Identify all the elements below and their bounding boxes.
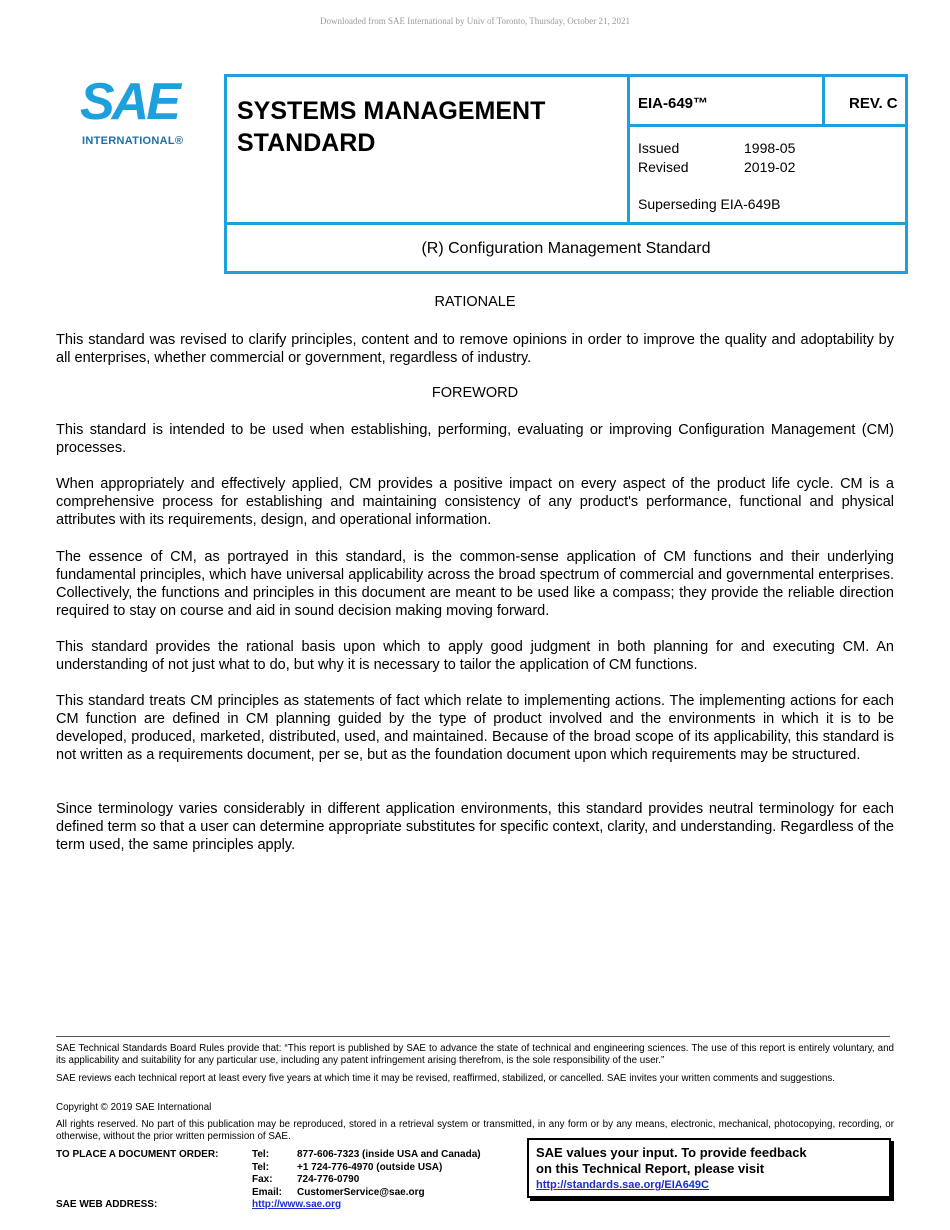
tel-value: 877-606-7323 (inside USA and Canada) [297,1149,481,1160]
tel-label: Tel: [252,1162,270,1173]
fax-label: Fax: [252,1174,273,1185]
revised-row [638,159,796,175]
subtitle-cell [227,222,905,271]
foreword-heading: FOREWORD [431,385,519,401]
review-note: SAE reviews each technical report at least every five years at which time it may be revised, reaffirmed, stabilized, or cancelled. SAE invites your written comments and suggestions. [56,1073,836,1084]
feedback-link[interactable]: http://standards.sae.org/EIA649C [536,1179,709,1191]
web-address [252,1199,341,1210]
foreword-paragraph: When appropriately and effectively applied, CM provides a positive impact on every aspect of the product life cycle. CM is a comprehensive process for establishing and maintaining consistency of any product's performance, functional and physical attributes with its requirements, design, and operational information. [56,476,894,528]
title-line-2: STANDARD [237,129,376,157]
issued-value: 1998-05 [744,140,796,156]
rationale-heading: RATIONALE [434,294,516,310]
foreword-paragraph: Since terminology varies considerably in different application environments, this standard provides neutral terminology for each defined term so that a user can determine appropriate substitutes for specific context, clarity, and understanding. Regardless of the term used, the same principles apply. [56,801,894,853]
rights-note: All rights reserved. No part of this publication may be reproduced, stored in a retrieval system or transmitted, in any form or by any means, electronic, mechanical, photocopying, recording, or otherwise, without the prior written permission of SAE. [56,1119,894,1142]
rationale-text: This standard was revised to clarify principles, content and to remove opinions in order to improve the quality and adoptability by all enterprises, whether commercial or government, regardless of industry. [56,332,894,366]
contact-fax [252,1174,359,1185]
copyright-note: Copyright © 2019 SAE International [56,1102,212,1113]
issued-row [638,140,796,156]
foreword-paragraph: The essence of CM, as portrayed in this standard, is the common-sense application of CM functions and their underlying fundamental principles, which have universal applicability across the broad spectrum of commercial and governmental enterprises. Collectively, the functions and principles in this document are meant to be used like a compass; they provide the reliable direction required to stay on course and aid in sound decision making moving forward. [56,549,894,619]
standard-number: EIA-649™ [638,95,709,112]
feedback-line-2: on this Technical Report, please visit [536,1161,765,1176]
footer-divider [56,1036,890,1037]
revision-label: REV. C [849,95,898,112]
tel-value: +1 724-776-4970 (outside USA) [297,1162,443,1173]
foreword-paragraph: This standard is intended to be used when establishing, performing, evaluating or improving Configuration Management (CM) processes. [56,422,894,456]
contact-tel-1 [252,1149,481,1160]
title-line-1: SYSTEMS MANAGEMENT [237,97,546,125]
revised-label: Revised [638,159,689,175]
logo-subtitle: INTERNATIONAL® [82,135,184,147]
download-watermark: Downloaded from SAE International by Univ of Toronto, Thursday, October 21, 2021 [320,16,630,26]
board-rules-note: SAE Technical Standards Board Rules provide that: “This report is published by SAE to advance the state of technical and engineering sciences. The use of this report is entirely voluntary, and its applicability and suitability for any particular use, including any patent infringement arising therefrom, is the sole responsibility of the user.” [56,1043,894,1066]
foreword-paragraph: This standard treats CM principles as statements of fact which relate to implementing actions. The implementing actions for each CM function are defined in CM planning guided by the type of product involved and the environments in which it is to be developed, produced, marketed, distributed, used, and maintained. Because of the broad scope of its applicability, this standard is not written as a requirements document, per se, but as the foundation document upon which requirements may be structured. [56,693,894,763]
document-subtitle: (R) Configuration Management Standard [421,240,711,257]
title-cell [227,77,630,222]
feedback-line-1: SAE values your input. To provide feedback [536,1145,807,1160]
logo-letters: SAE [80,73,178,131]
web-address-label: SAE WEB ADDRESS: [56,1199,158,1210]
tel-label: Tel: [252,1149,270,1160]
email-value: CustomerService@sae.org [297,1187,425,1198]
feedback-box [527,1138,891,1198]
dates-cell [630,127,905,222]
sae-logo [80,74,206,154]
contact-tel-2 [252,1162,442,1173]
document-title [237,95,545,159]
email-label: Email: [252,1187,283,1198]
revision-cell [825,77,905,127]
order-label: TO PLACE A DOCUMENT ORDER: [56,1149,219,1160]
contact-email [252,1187,425,1198]
sae-website-link[interactable]: http://www.sae.org [252,1199,342,1210]
document-header-box [224,74,908,274]
issued-label: Issued [638,140,680,156]
fax-value: 724-776-0790 [297,1174,360,1185]
feedback-message [536,1145,807,1177]
superseding-note: Superseding EIA-649B [638,196,781,212]
standard-number-cell [630,77,825,127]
revised-value: 2019-02 [744,159,796,175]
foreword-paragraph: This standard provides the rational basis upon which to apply good judgment in both planning for and executing CM. An understanding of not just what to do, but why it is necessary to tailor the application of CM functions. [56,639,894,673]
